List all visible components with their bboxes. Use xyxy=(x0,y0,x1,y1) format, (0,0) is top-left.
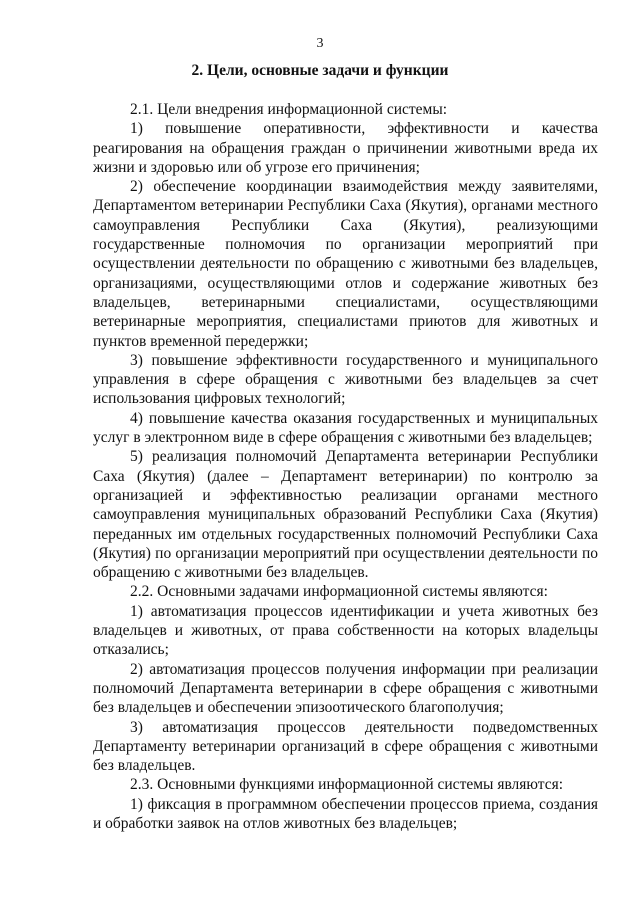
paragraph: 2) обеспечение координации взаимодействия между заявителями, Департаментом ветеринарии Республики Саха (Якутия), органами местного самоуправления Республики Саха (Якутия), реализующими государственные полномочия по организации мероприятий при осуществлении деятельности по обращению с животными без владельцев, организациями, осуществляющими отлов и содержание животных без владельцев, ветеринарными специалистами, осуществляющими ветеринарные мероприятия, специалистами приютов для животных и пунктов временной передержки; xyxy=(93,178,598,350)
paragraph: 3) автоматизация процессов деятельности подведомственных Департаменту ветеринарии организаций в сфере обращения с животными без владельцев. xyxy=(93,718,598,775)
paragraph: 2.3. Основными функциями информационной системы являются: xyxy=(130,776,564,794)
paragraph: 2) автоматизация процессов получения информации при реализации полномочий Департамента ветеринарии в сфере обращения с животными без владельцев и обеспечении эпизоотического благополучия; xyxy=(93,660,598,717)
paragraph: 1) повышение оперативности, эффективности и качества реагирования на обращения граждан о причинении животными вреда их жизни и здоровью или об угрозе его причинения; xyxy=(93,120,598,176)
section-heading: 2. Цели, основные задачи и функции xyxy=(191,62,449,79)
page-number: 3 xyxy=(316,36,324,51)
paragraph: 2.1. Цели внедрения информационной системы: xyxy=(130,101,448,118)
paragraph: 1) фиксация в программном обеспечении процессов приема, создания и обработки заявок на отлов животных без владельцев; xyxy=(93,795,598,832)
document-body xyxy=(93,100,598,833)
paragraph: 4) повышение качества оказания государственных и муниципальных услуг в электронном виде в сфере обращения с животными без владельцев; xyxy=(93,409,598,447)
paragraph: 5) реализация полномочий Департамента ветеринарии Республики Саха (Якутия) (далее – Департамент ветеринарии) по контролю за организацией и эффективностью реализации органами местного самоуправления муниципальных образований Республики Саха (Якутия) переданных им отдельных государственных полномочий Республики Саха (Якутия) по организации мероприятий при осуществлении деятельности по обращению с животными без владельцев. xyxy=(93,448,598,582)
paragraph: 1) автоматизация процессов идентификации и учета животных без владельцев и животных, от права собственности на которых владельцы отказались; xyxy=(93,602,598,659)
paragraph: 2.2. Основными задачами информационной системы являются: xyxy=(130,583,548,601)
paragraph: 3) повышение эффективности государственного и муниципального управления в сфере обращения с животными без владельцев за счет использования цифровых технологий; xyxy=(93,351,598,408)
